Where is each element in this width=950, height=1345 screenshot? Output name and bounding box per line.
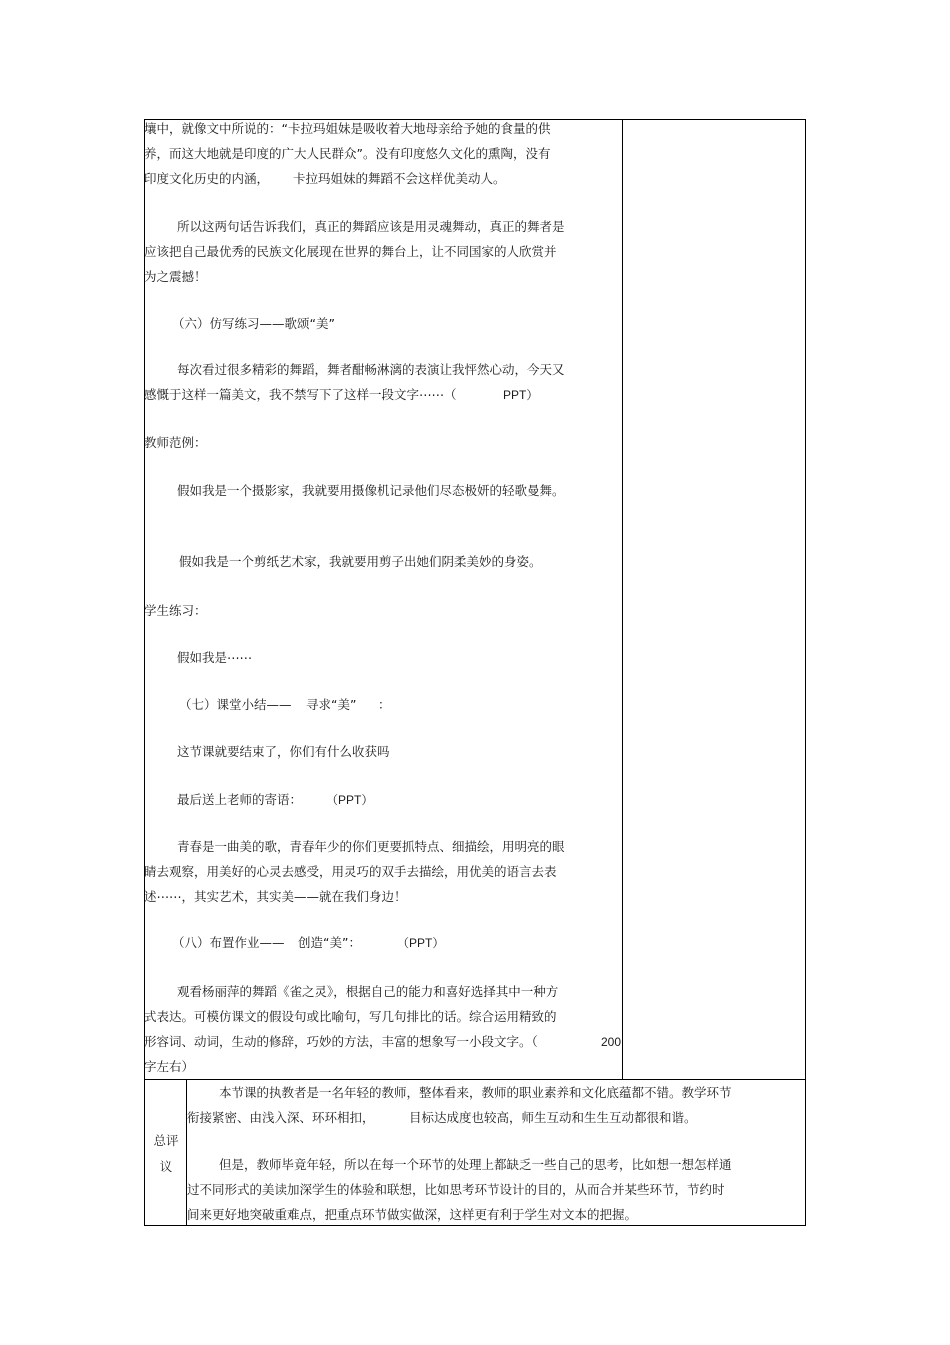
text-line: 青春是一曲美的歌，青春年少的你们更要抓特点、细描绘，用明亮的眼	[177, 839, 565, 854]
main-column-divider	[622, 119, 623, 1079]
text-line: 形容词、动词，生动的修辞，巧妙的方法，丰富的想象写一小段文字。（	[144, 1034, 538, 1049]
section-heading-6: （六）仿写练习——歌颂“美”	[172, 316, 335, 331]
text-line: 所以这两句话告诉我们，真正的舞蹈应该是用灵魂舞动，真正的舞者是	[177, 219, 565, 234]
word-count-number: 200	[601, 1035, 622, 1049]
text-line: 养，而这大地就是印度的广大人民群众”。没有印度悠久文化的熏陶，没有	[144, 146, 551, 161]
review-line: 但是，教师毕竟年轻，所以在每一个环节的处理上都缺乏一些自己的思考，比如想一想怎样通	[219, 1157, 732, 1172]
review-label-second	[150, 1159, 182, 1175]
text-line: 壤中，就像文中所说的：“卡拉玛姐妹是吸收着大地母亲给予她的食量的供	[144, 121, 551, 136]
text-line: 式表达。可模仿课文的假设句或比喻句，写几句排比的话。综合运用精致的	[144, 1009, 557, 1024]
text-line: 这节课就要结束了，你们有什么收获吗	[177, 744, 390, 759]
ppt-label: （PPT）	[326, 793, 374, 807]
text-line: 最后送上老师的寄语：	[177, 792, 303, 807]
text-line: 每次看过很多精彩的舞蹈，舞者酣畅淋漓的表演让我怦然心动，今天又	[177, 362, 565, 377]
text-line: 假如我是⋯⋯	[177, 650, 253, 665]
table-top-border	[144, 119, 806, 120]
text-line: 假如我是一个剪纸艺术家，我就要用剪子出她们阴柔美妙的身姿。	[179, 554, 542, 569]
text-line: 感慨于这样一篇美文，我不禁写下了这样一段文字⋯⋯（	[144, 387, 457, 402]
review-label-line2: 议	[159, 1159, 173, 1174]
text-line: 为之震撼！	[144, 269, 207, 284]
text-line: 创造“美”：	[298, 935, 361, 950]
review-line: 间来更好地突破重难点，把重点环节做实做深，这样更有利于学生对文本的把握。	[187, 1207, 638, 1222]
text-line: 假如我是一个摄影家，我就要用摄像机记录他们尽态极妍的轻歌曼舞。	[177, 483, 565, 498]
text-line: 教师范例：	[144, 435, 207, 450]
row-divider	[144, 1079, 806, 1080]
text-line: 印度文化历史的内涵，	[144, 171, 270, 186]
review-label	[150, 1133, 182, 1149]
table-bottom-border	[144, 1225, 806, 1226]
ppt-label: PPT）	[503, 388, 539, 402]
review-line: 过不同形式的美读加深学生的体验和联想，比如思考环节设计的目的，从而合并某些环节，节约时	[187, 1182, 725, 1197]
table-right-border	[805, 119, 806, 1226]
review-label-divider	[186, 1079, 187, 1226]
text-line: 述⋯⋯，其实艺术，其实美——就在我们身边！	[144, 889, 407, 904]
section-heading-7: （七）课堂小结——	[179, 697, 292, 712]
text-line: 卡拉玛姐妹的舞蹈不会这样优美动人。	[293, 171, 506, 186]
text-line: 观看杨丽萍的舞蹈《雀之灵》，根据自己的能力和喜好选择其中一种方	[177, 984, 559, 999]
ppt-label: （PPT）	[397, 936, 445, 950]
text-line: 应该把自己最优秀的民族文化展现在世界的舞台上，让不同国家的人欣赏并	[144, 244, 557, 259]
text-line: 字左右）	[144, 1059, 195, 1074]
text-line: 睛去观察，用美好的心灵去感受，用灵巧的双手去描绘，用优美的语言去表	[144, 864, 557, 879]
text-line: 寻求“美”	[306, 697, 357, 712]
section-heading-8: （八）布置作业——	[172, 935, 285, 950]
review-line: 衔接紧密、由浅入深、环环相扣，	[187, 1110, 375, 1125]
review-line: 本节课的执教者是一名年轻的教师，整体看来，教师的职业素养和文化底蕴都不错。教学环节	[219, 1085, 732, 1100]
text-line: 学生练习：	[144, 603, 207, 618]
review-label-line1: 总评	[153, 1133, 179, 1148]
review-line: 目标达成度也较高，师生互动和生生互动都很和谐。	[409, 1110, 697, 1125]
text-line: ：	[378, 697, 391, 712]
